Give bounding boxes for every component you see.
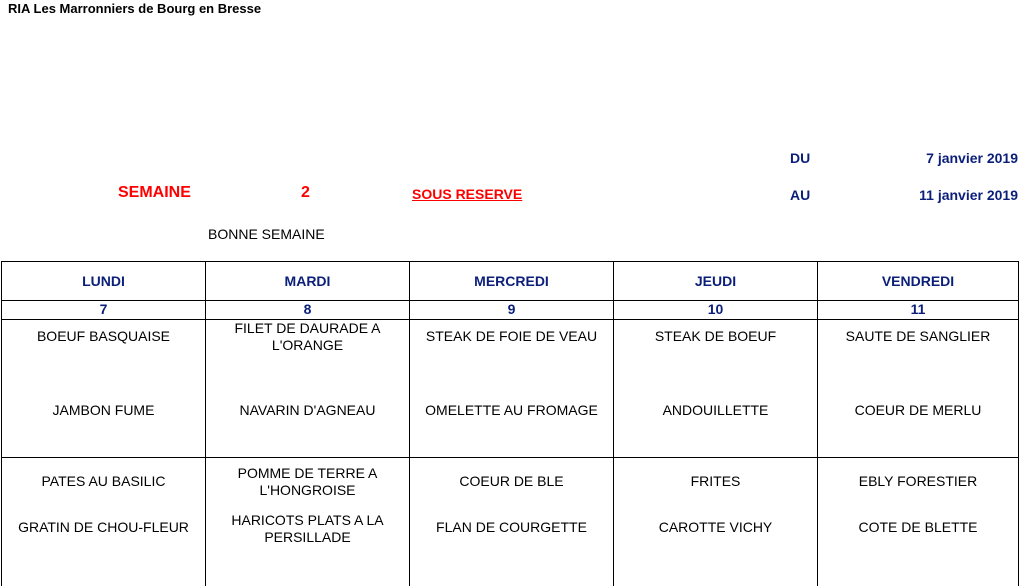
side-dish: FRITES xyxy=(690,473,741,489)
side-dish: HARICOTS PLATS A LA PERSILLADE xyxy=(231,512,384,545)
main-dish: COEUR DE MERLU xyxy=(854,402,982,418)
side-dish: CAROTTE VICHY xyxy=(658,519,773,535)
page-title: RIA Les Marronniers de Bourg en Bresse xyxy=(8,1,262,16)
day-column-lundi xyxy=(2,262,206,586)
day-column-mercredi xyxy=(410,262,614,586)
day-column-mardi xyxy=(206,262,410,586)
day-name: LUNDI xyxy=(82,273,125,289)
side-dish: PATES AU BASILIC xyxy=(41,473,166,489)
main-dish: SAUTE DE SANGLIER xyxy=(845,328,991,344)
main-dish: BOEUF BASQUAISE xyxy=(36,328,171,344)
sous-reserve-note: SOUS RESERVE xyxy=(412,186,523,202)
side-dish: COEUR DE BLE xyxy=(459,473,564,489)
day-column-vendredi xyxy=(818,262,1019,586)
day-column-jeudi xyxy=(614,262,818,586)
day-date: 10 xyxy=(707,301,724,317)
side-dish: FLAN DE COURGETTE xyxy=(436,519,587,535)
day-date: 7 xyxy=(99,301,108,317)
date-from-label: DU xyxy=(790,150,811,166)
week-label: SEMAINE xyxy=(118,184,191,201)
main-dish: JAMBON FUME xyxy=(52,402,155,418)
main-dish: STEAK DE BOEUF xyxy=(654,328,777,344)
main-dish: ANDOUILLETTE xyxy=(662,402,769,418)
side-dish: POMME DE TERRE A L'HONGROISE xyxy=(237,465,378,498)
week-number: 2 xyxy=(301,184,310,201)
day-date: 8 xyxy=(303,301,312,317)
date-from-value: 7 janvier 2019 xyxy=(926,150,1018,166)
day-name: MERCREDI xyxy=(474,273,549,289)
date-to-label: AU xyxy=(790,187,811,203)
main-dish: OMELETTE AU FROMAGE xyxy=(425,402,598,418)
date-to-value: 11 janvier 2019 xyxy=(919,187,1018,203)
menu-table xyxy=(1,261,1019,586)
main-dish: NAVARIN D'AGNEAU xyxy=(239,402,376,418)
greeting-message: BONNE SEMAINE xyxy=(208,226,325,242)
day-name: MARDI xyxy=(284,273,331,289)
day-date: 9 xyxy=(507,301,516,317)
side-dish: EBLY FORESTIER xyxy=(858,473,978,489)
day-name: VENDREDI xyxy=(881,273,955,289)
day-name: JEUDI xyxy=(694,273,737,289)
side-dish: GRATIN DE CHOU-FLEUR xyxy=(18,519,189,535)
day-date: 11 xyxy=(910,301,926,317)
side-dish: COTE DE BLETTE xyxy=(858,519,978,535)
main-dish: STEAK DE FOIE DE VEAU xyxy=(425,328,598,344)
main-dish: FILET DE DAURADE A L'ORANGE xyxy=(234,320,381,353)
